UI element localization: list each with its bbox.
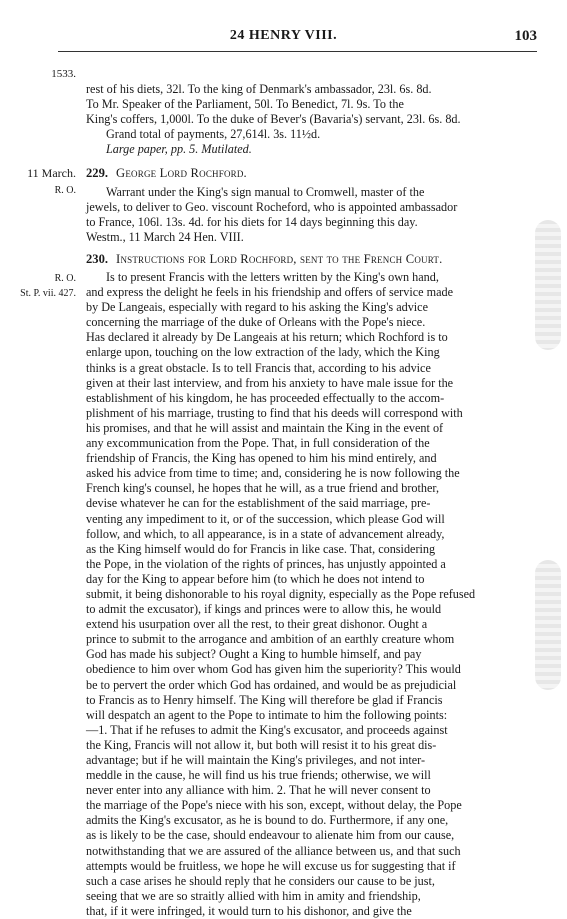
entry-230-reference: St. P. vii. 427.	[20, 288, 76, 299]
text-line: his promises, and that he will assist and maintain the King in the event of	[86, 420, 444, 435]
text-line: will despatch an agent to the Pope to intimate to him the following points:	[86, 707, 448, 722]
text-line: as the King himself would do for Francis in like case. That, considering	[86, 541, 436, 556]
text-line: advantage; but if he will maintain the King's privileges, and not inter-	[86, 753, 426, 767]
page-number: 103	[514, 28, 537, 44]
physical-description: Large paper, pp. 5. Mutilated.	[106, 142, 252, 157]
text-line: God has made his subject? Ought a King to humble himself, and pay	[86, 647, 422, 662]
text-line: jewels, to deliver to Geo. viscount Rocheford, who is appointed ambassador	[86, 200, 458, 215]
text-line: by De Langeais, especially with regard to his asking the King's advice	[86, 300, 428, 315]
text-line: the Pope, in the violation of the rights of princes, has unjustly appointed a	[86, 556, 446, 571]
year-margin: 1533.	[51, 68, 76, 80]
text-line: follow, and which, to all appearance, is in a state of advancement already,	[86, 526, 445, 541]
text-line: rest of his diets, 32l. To the king of Denmark's ambassador, 23l. 6s. 8d.	[86, 82, 432, 96]
text-line: venting any impediment to it, or of the succession, which please God will	[86, 511, 445, 526]
text-line: such a case arises he should reply that he considers our cause to be just,	[86, 873, 435, 888]
text-line: concerning the marriage of the duke of Orleans with the Pope's niece.	[86, 315, 426, 330]
text-line: be to pervert the order which God has ordained, and would be as prejudicial	[86, 677, 457, 692]
text-line: the King, Francis will not allow it, but both will resist it to his great dis-	[86, 737, 437, 752]
text-line: devise whatever he can for the establishment of the said marriage, pre-	[86, 496, 431, 511]
text-line: day for the King to appear before him (to which he does not intend to	[86, 571, 425, 586]
text-line: the marriage of the Pope's niece with his son, except, without delay, the Pope	[86, 798, 462, 813]
text-line: attempts would be fruitless, we hope he will excuse us for suggesting that if	[86, 858, 456, 873]
library-stamp-lower	[535, 560, 561, 690]
text-line: seeing that we are so straitly allied with him in amity and friendship,	[86, 888, 421, 903]
entry-229-source: R. O.	[54, 185, 76, 196]
text-line: to admit the excusator), if kings and princes were to allow this, he would	[86, 602, 442, 617]
entry-230-heading	[86, 251, 532, 267]
entry-229-date: 11 March.	[27, 166, 76, 180]
text-line: prince to submit to the arrogance and ambition of an earthly creature whom	[86, 632, 455, 647]
text-line: plishment of his marriage, trusting to find that his deeds will correspond with	[86, 405, 463, 420]
entry-229-title: George Lord Rochford.	[116, 166, 247, 180]
text-line: given at their last interview, and from his anxiety to have male issue for the	[86, 375, 454, 390]
text-line: meddle in the cause, he will find us his true friends; otherwise, we will	[86, 768, 431, 783]
text-line: any excommunication from the Pope. That, in full consideration of the	[86, 436, 430, 451]
text-line: To Mr. Speaker of the Parliament, 50l. To Benedict, 7l. 9s. To the	[86, 97, 404, 112]
text-line: and express the delight he feels in his friendship and offers of service made	[86, 285, 453, 300]
text-line: King's coffers, 1,000l. To the duke of Bever's (Bavaria's) servant, 23l. 6s. 8d.	[86, 112, 461, 127]
entry-230-number: 230.	[86, 252, 109, 266]
text-line: friendship of Francis, the King has opened to him his mind entirely, and	[86, 451, 437, 466]
text-line: French king's counsel, he hopes that he will, as a true friend and brother,	[86, 481, 440, 496]
previous-entry-text	[86, 82, 532, 157]
running-title: 24 HENRY VIII.	[229, 28, 338, 43]
entry-230-title: Instructions for Lord Rochford, sent to the French Court.	[116, 252, 443, 266]
entry-230-body	[86, 270, 532, 919]
text-line: establishment of his kingdom, he has proceeded effectually to the accom-	[86, 390, 445, 405]
text-line: admits the King's excusator, as he is bound to do. Furthermore, if any one,	[86, 813, 449, 828]
text-line: enlarge upon, touching on the low extraction of the lady, which the King	[86, 345, 440, 360]
entry-229-number: 229.	[86, 166, 109, 180]
entry-229-body	[86, 185, 532, 245]
text-line: notwithstanding that we are assured of the alliance between us, and that such	[86, 843, 461, 858]
text-line: Has declared it already by De Langeais at his return; which Rochford is to	[86, 330, 448, 345]
text-line: to France, 106l. 13s. 4d. for his diets for 14 days beginning this day.	[86, 215, 418, 230]
text-line: submit, it being dishonorable to his royal dignity, especially as the Pope refused	[86, 586, 476, 601]
text-line: Grand total of payments, 27,614l. 3s. 11½d.	[106, 127, 321, 142]
text-line: as is likely to be the case, should endeavour to alienate him from our cause,	[86, 828, 455, 843]
text-line: never enter into any alliance with him. 2. That he will never consent to	[86, 783, 431, 798]
text-line: Warrant under the King's sign manual to Cromwell, master of the	[106, 185, 425, 199]
text-line: thinks is a great obstacle. Is to tell Francis that, according to his advice	[86, 360, 431, 375]
text-line: —1. That if he refuses to admit the King's excusator, and proceeds against	[86, 722, 448, 737]
running-header	[0, 28, 567, 48]
text-line: to Francis as to Henry himself. The King will therefore be glad if Francis	[86, 692, 443, 707]
header-rule	[58, 51, 537, 52]
entry-229-heading	[86, 165, 532, 181]
text-line: obedience to him over whom God has given him the superiority? This would	[86, 662, 461, 677]
text-line: that, if it were infringed, it would turn to his dishonor, and give the	[86, 903, 412, 918]
text-line: Westm., 11 March 24 Hen. VIII.	[86, 230, 244, 245]
text-line: extend his usurpation over all the rest, to their great dishonor. Ought a	[86, 617, 428, 632]
entry-230-source: R. O.	[54, 273, 76, 284]
text-line: asked his advice from time to time; and, considering he is now following the	[86, 466, 460, 481]
library-stamp-upper	[535, 220, 561, 350]
text-line: Is to present Francis with the letters written by the King's own hand,	[106, 270, 439, 284]
